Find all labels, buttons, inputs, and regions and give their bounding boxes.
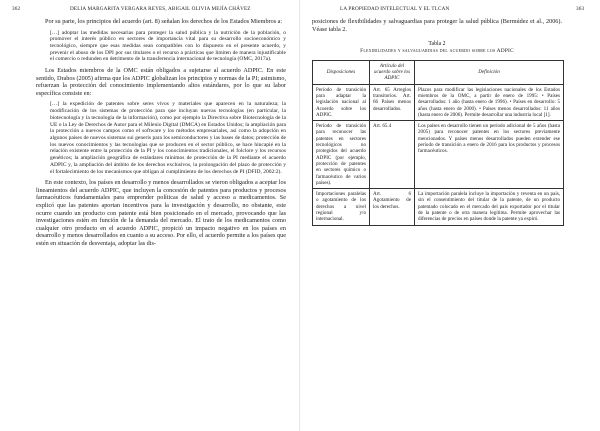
flexibilities-table: [312, 60, 564, 226]
table-title: Flexibilidades y salvaguardias del acuerdo sobre los ADPIC: [360, 48, 514, 55]
block-quote: […] la expedición de patentes sobre seres vivos y materiales que aparecen en la naturaleza; la modificación de los sistemas de protección para que incluyan nuevas tecnologías (en particular, la biotecnología y la tecnología de la información), como por ejemplo la Directiva sobre Biotecnología de la UE o la Ley de Derechos de Autor para el Milenio Digital (DMCA) en Estados Unidos; la ampliación para la protección a nuevos campos como el software y los métodos empresariales, así como la adopción en algunos países de nuevos sistemas sui generis para los semiconductores y las bases de datos; protección de los nuevos conocimientos y las tecnologías que se producen en el sector público, se hace hincapié en la relación existente entre la protección de la PI y los conocimientos tradicionales, el folclore y los recursos genéticos; la ampliación geográfica de estándares mínimos de protección de la PI mediante el acuerdo ADPIC y, la ampliación del ámbito de los derechos exclusivos, la prolongación del plazo de protección y el fortalecimiento de los mecanismos que obligan al cumplimiento de los derechos de PI (DFID, 2002:2).: [50, 101, 286, 175]
cell-definicion: La importación paralela incluye la importación y reventa en un país, sin el consentimiento del titular de la patente, de un producto patentado colocado en el mercado del país exportador por el titular de la patente o de otra manera legítima. Permite aprovechar las diferencias de precios en países donde la patente ya expiró.: [415, 189, 564, 225]
right-page-number: 363: [576, 6, 585, 12]
table-label: Tabla 2: [428, 41, 446, 48]
column-header: Artículo del acuerdo sobre los ADPIC: [370, 60, 415, 84]
cell-definicion: Los países en desarrollo tienen un período adicional de 5 años (hasta 2005) para reconocer patentes en los sectores previamente mencionados. Y países menos desarrollados pueden extender ese período de transición a enero de 2016 para los productos y procesos farmacéuticos.: [415, 121, 564, 189]
cell-articulo: Art. 6 Agotamiento de los derechos.: [370, 189, 415, 225]
column-header: Disposiciones: [313, 60, 370, 84]
table-row: [313, 189, 564, 225]
cell-disposicion: Importaciones paralelas o agotamiento de los derechos a nivel regional y/o internacional.: [313, 189, 370, 225]
right-running-head: LA PROPIEDAD INTELECTUAL Y EL TLCAN: [340, 6, 450, 12]
table-row: [313, 121, 564, 189]
right-body: [312, 18, 562, 226]
table-row: [313, 84, 564, 120]
cell-definicion: Plazos para modificar las legislaciones nacionales de los Estados miembros de la OMC, a partir de enero de 1995: • Países desarrollados: 1 año (hasta enero de 1996). • Países en desarrollo: 5 años (hasta enero de 2000). • Países menos desarrollados: 11 años (hasta enero de 2006). Permite desarrollar una industria local [1].: [415, 84, 564, 120]
paragraph: En este contexto, los países en desarrollo y menos desarrollados se vieron obligados a aceptar los lineamientos del acuerdo ADPIC, que incluyen la concesión de patentes para productos y procesos farmacéuticos fundamentales para emprender políticas de salud y acceso a medicamentos. Se explicó que las patentes aportan incentivos para la investigación y desarrollo, no obstante, este ocurre cuando un producto con patente está bien posicionado en el mercado, provocando que las investigaciones estén en función de la demanda del mercado. El trato de los medicamentos como cualquier otro producto en el acuerdo ADPIC, propició un impacto negativo en los países en desarrollo y menos desarrollados en cuanto a su acceso. Por ello, el acuerdo permite a los países que estén en situación de desventaja, adoptar las dis-: [36, 179, 286, 247]
block-quote: […] adoptar las medidas necesarias para proteger la salud pública y la nutrición de la población, o promover el interés público en sectores de importancia vital para su desarrollo socioeconómico y tecnológico, siempre que esas medidas sean compatibles con lo dispuesto en el presente acuerdo, y prevenir el abuso de los DPI por sus titulares o el recurso a prácticas que limiten de manera injustificable el comercio o redunden en detrimento de la transferencia internacional de tecnología (OMC, 2017a).: [50, 29, 286, 63]
paragraph: Por su parte, los principios del acuerdo (art. 8) señalan los derechos de los Estados Miembros a:: [45, 18, 283, 25]
table-header-row: [313, 60, 564, 84]
paragraph: Los Estados miembros de la OMC están obligados a sujetarse al acuerdo ADPIC. En este sentido, Drahos (2005) afirma que los ADPIC globalizan los principios y normas de la PI; asimismo, refuerzan la protección del conocimiento implementando altos estándares, por lo que su labor específica consiste en:: [36, 67, 286, 97]
cell-disposicion: Período de transición para adaptar la legislación nacional al Acuerdo sobre los ADPIC.: [313, 84, 370, 120]
cell-articulo: Art. 65.4: [370, 121, 415, 189]
paragraph: posiciones de flexibilidades y salvaguardias para proteger la salud pública (Bermúdez et al., 2006). Véase tabla 2.: [312, 18, 562, 33]
left-body: [36, 18, 286, 248]
cell-disposicion: Período de transición para reconocer las patentes en sectores tecnológicos no protegidos del acuerdo ADPIC (por ejemplo, protección de patentes en sectores químico o farmacéutico de varios países).: [313, 121, 370, 189]
left-running-head: DELIA MARGARITA VERGARA REYES, ABIGAIL OLIVIA MEJÍA CHÁVEZ: [70, 6, 251, 12]
column-header: Definición: [415, 60, 564, 84]
cell-articulo: Art. 65 Arreglos transitorios. Art. 66 Países menos desarrollados.: [370, 84, 415, 120]
left-page-number: 362: [12, 6, 21, 12]
right-page: [300, 0, 600, 431]
